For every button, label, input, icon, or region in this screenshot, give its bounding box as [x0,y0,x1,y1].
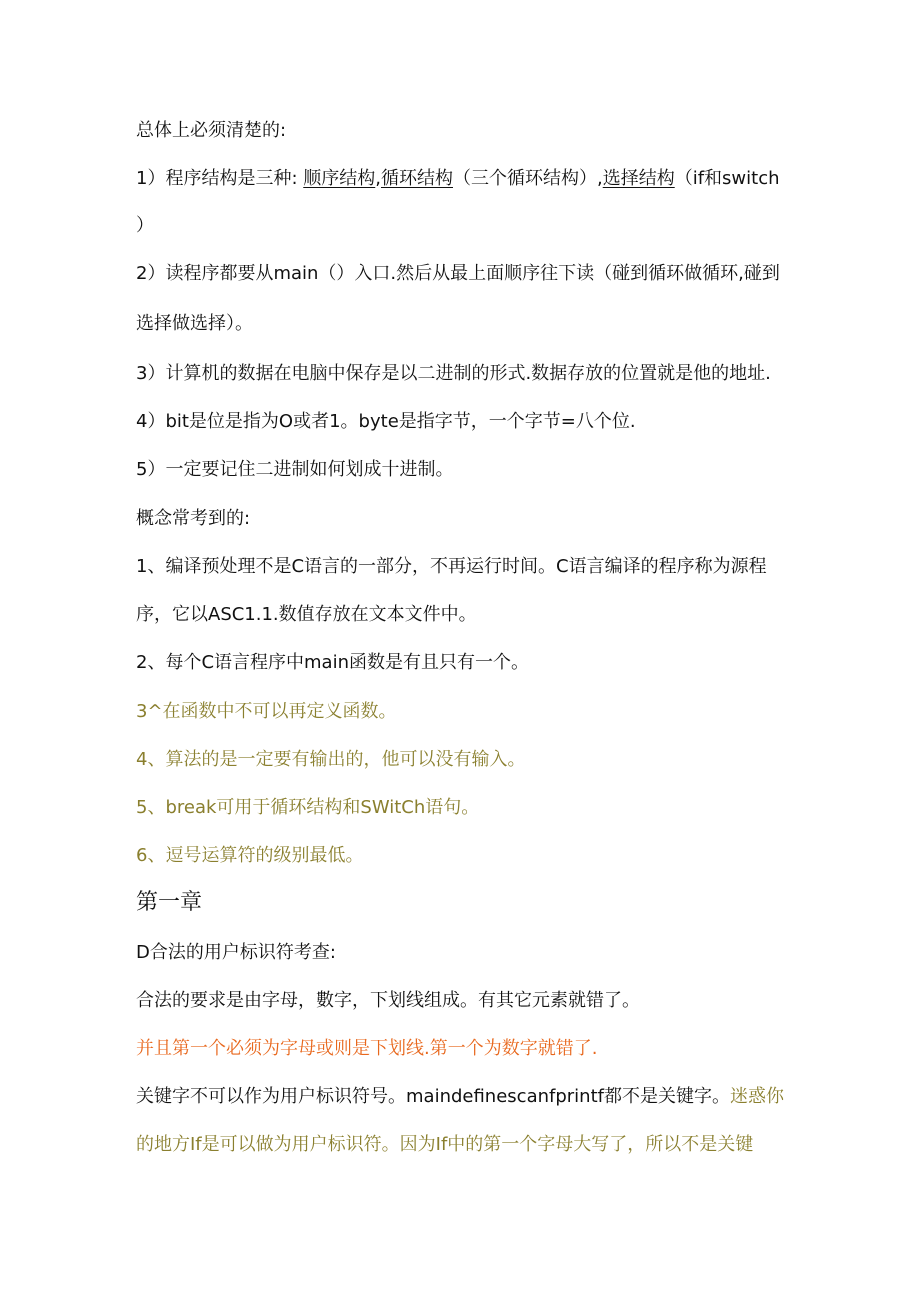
p1-mid: （三个循环结构）, [452,168,603,189]
p1-loop: 循环结构 [380,168,453,189]
paragraph-4: 4）bit是位是指为O或者1。byte是指字节，一个字节=八个位. [136,411,636,432]
paragraph-1 [136,167,780,191]
p1-selection: 选择结构 [602,168,675,189]
identifier-rule-2: 并且第一个必须为字母或则是下划线.第一个为数字就错了. [136,1038,598,1059]
keyword-line-1-highlight: 迷惑你 [729,1086,784,1107]
identifier-title: D合法的用户标识符考查: [136,942,336,963]
p1-sep: , [375,168,381,189]
chapter-title: 第一章 [136,890,203,915]
keyword-line-1 [136,1085,784,1109]
keyword-line-2: 的地方If是可以做为用户标识符。因为If中的第一个字母大写了，所以不是关键 [136,1134,754,1155]
p1-sequential: 顺序结构 [303,168,376,189]
concept-4: 4、算法的是一定要有输出的，他可以没有输入。 [136,749,526,770]
paragraph-3: 3）计算机的数据在电脑中保存是以二进制的形式.数据存放的位置就是他的地址. [136,363,771,384]
concept-5: 5、break可用于循环结构和SWitCh语句。 [136,797,480,818]
concept-6: 6、逗号运算符的级别最低。 [136,845,364,866]
paragraph-2-line-1: 2）读程序都要从main（）入口.然后从最上面顺序往下读（碰到循环做循环,碰到 [136,263,780,284]
p1-suffix: （if和switch [674,168,780,189]
concept-3: 3^在函数中不可以再定义函数。 [136,701,397,722]
concept-title: 概念常考到的: [136,508,251,529]
identifier-rule-1: 合法的要求是由字母，數字，下划线组成。有其它元素就错了。 [136,990,640,1011]
keyword-line-1-main: 关键字不可以作为用户标识符号。maindefinescanfprintf都不是关键字。 [136,1086,730,1107]
paragraph-1-close: ） [136,215,154,236]
paragraph-5: 5）一定要记住二进制如何划成十进制。 [136,459,454,480]
paragraph-2-line-2: 选择做选择）。 [136,313,253,334]
concept-1-line-1: 1、编译预处理不是C语言的一部分，不再运行时间。C语言编译的程序称为源程 [136,556,767,577]
p1-prefix: 1）程序结构是三种: [136,168,304,189]
concept-2: 2、每个C语言程序中main函数是有且只有一个。 [136,652,529,673]
concept-1-line-2: 序，它以ASC1.1.数值存放在文本文件中。 [136,604,477,625]
intro-title: 总体上必须清楚的: [136,120,287,141]
